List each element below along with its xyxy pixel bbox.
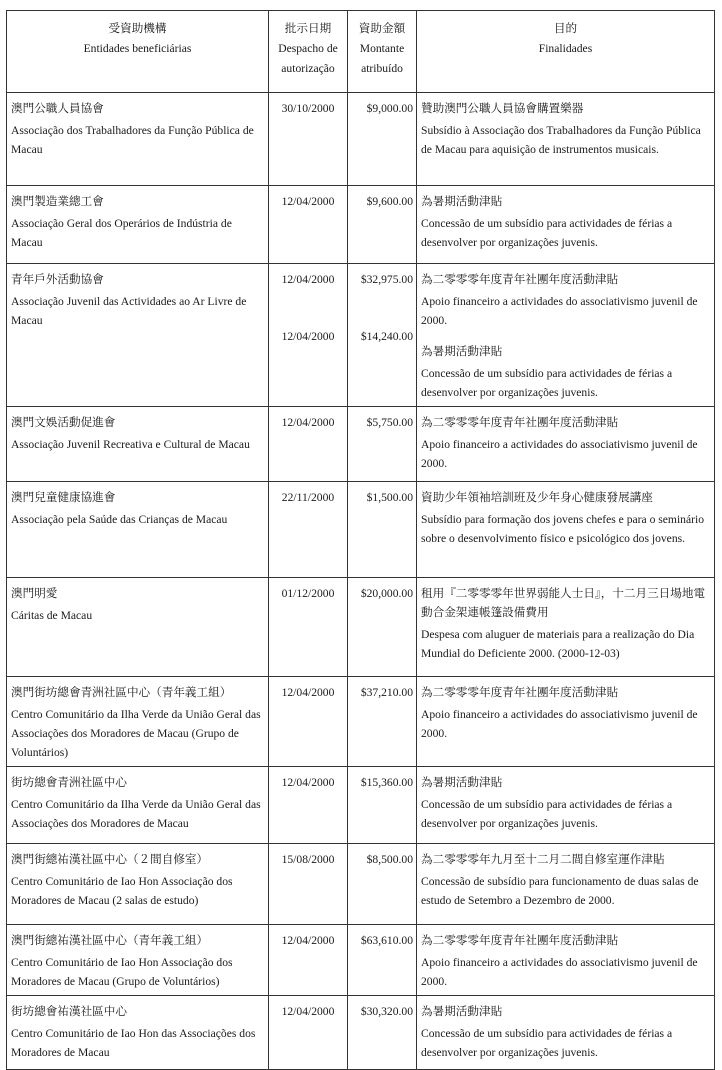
date-cell: 22/11/2000 <box>269 482 348 578</box>
purpose2-pt: Concessão de um subsídio para actividades de férias a desenvolver por organizações juvenis. <box>421 367 673 399</box>
entity-zh: 澳門文娛活動促進會 <box>11 416 116 429</box>
entity-cell <box>7 186 269 264</box>
subsidy-table <box>6 10 715 1070</box>
date-cell: 30/10/2000 <box>269 93 348 186</box>
header-amount <box>348 11 417 93</box>
entity-zh: 澳門明愛 <box>11 587 58 600</box>
purpose-cell <box>417 677 715 767</box>
purpose-zh: 贊助澳門公職人員協會購置樂器 <box>421 102 584 115</box>
entity-zh: 澳門街總祐漢社區中心（２間自修室） <box>11 853 209 866</box>
header-amount-pt: Montante atribuído <box>359 42 405 75</box>
purpose-zh: 為二零零零年度青年社團年度活動津貼 <box>421 273 619 286</box>
header-date-pt: Despacho de autorização <box>278 42 338 75</box>
entity-cell <box>7 996 269 1070</box>
entity-zh: 街坊總會青洲社區中心 <box>11 776 127 789</box>
purpose-zh: 為暑期活動津貼 <box>421 776 503 789</box>
purpose-zh: 為二零零零年九月至十二月二間自修室運作津貼 <box>421 853 665 866</box>
purpose-pt: Concessão de um subsídio para actividades de férias a desenvolver por organizações juvenis. <box>421 217 673 249</box>
entity-pt: Centro Comunitário de Iao Hon Associação dos Moradores de Macau (Grupo de Voluntários) <box>11 956 233 988</box>
purpose-zh: 為二零零零年度青年社團年度活動津貼 <box>421 416 619 429</box>
purpose-cell <box>417 482 715 578</box>
purpose-pt: Apoio financeiro a actividades do associativismo juvenil de 2000. <box>421 438 698 470</box>
amount-cell: $5,750.00 <box>348 407 417 482</box>
date-cell <box>269 264 348 407</box>
date-cell: 12/04/2000 <box>269 407 348 482</box>
amount-cell: $15,360.00 <box>348 767 417 844</box>
entity-cell <box>7 482 269 578</box>
purpose-zh: 為暑期活動津貼 <box>421 195 503 208</box>
table-row <box>7 578 715 677</box>
entity-pt: Centro Comunitário da Ilha Verde da União Geral das Associações dos Moradores de Macau (Grupo de Voluntários) <box>11 708 261 759</box>
header-entity <box>7 11 269 93</box>
entity-cell <box>7 264 269 407</box>
entity-zh: 澳門街坊總會青洲社區中心（青年義工組） <box>11 686 232 699</box>
entity-zh: 澳門公職人員協會 <box>11 102 104 115</box>
purpose-zh: 為二零零零年度青年社團年度活動津貼 <box>421 686 619 699</box>
table-header <box>7 11 715 93</box>
entity-pt: Associação pela Saúde das Crianças de Macau <box>11 513 228 526</box>
amount-cell: $63,610.00 <box>348 925 417 996</box>
amount-cell: $37,210.00 <box>348 677 417 767</box>
header-amount-zh: 資助金額 <box>358 22 406 35</box>
purpose-pt: Despesa com aluguer de materiais para a realização do Dia Mundial do Deficiente 2000. (2000-12-03) <box>421 628 695 660</box>
purpose-pt: Apoio financeiro a actividades do associativismo juvenil de 2000. <box>421 956 698 988</box>
entity-pt: Associação Juvenil das Actividades ao Ar Livre de Macau <box>11 295 247 327</box>
header-date-zh: 批示日期 <box>284 22 332 35</box>
purpose-cell <box>417 925 715 996</box>
entity-pt: Centro Comunitário de Iao Hon Associação dos Moradores de Macau (2 salas de estudo) <box>11 875 233 907</box>
table-row <box>7 925 715 996</box>
header-entity-pt: Entidades beneficiárias <box>83 42 192 55</box>
header-entity-zh: 受資助機構 <box>108 22 167 35</box>
purpose-cell <box>417 996 715 1070</box>
entity-pt: Associação Juvenil Recreativa e Cultural de Macau <box>11 438 250 451</box>
purpose-pt: Subsídio para formação dos jovens chefes e para o seminário sobre o desenvolvimento físico e psicológico dos jovens. <box>421 513 704 545</box>
entity-pt: Associação Geral dos Operários de Indústria de Macau <box>11 217 232 249</box>
date-cell: 12/04/2000 <box>269 186 348 264</box>
entity-pt: Associação dos Trabalhadores da Função Pública de Macau <box>11 124 254 156</box>
date-cell: 15/08/2000 <box>269 844 348 925</box>
entity-cell <box>7 767 269 844</box>
purpose-pt: Concessão de um subsídio para actividades de férias a desenvolver por organizações juvenis. <box>421 1027 673 1059</box>
amount-cell: $8,500.00 <box>348 844 417 925</box>
amount-value-2: $14,240.00 <box>360 330 413 343</box>
date-cell: 01/12/2000 <box>269 578 348 677</box>
amount-cell: $30,320.00 <box>348 996 417 1070</box>
date-cell: 12/04/2000 <box>269 925 348 996</box>
entity-cell <box>7 844 269 925</box>
table-row <box>7 407 715 482</box>
amount-value: $32,975.00 <box>360 273 413 286</box>
header-purpose-zh: 目的 <box>553 22 578 35</box>
purpose-cell <box>417 93 715 186</box>
entity-cell <box>7 93 269 186</box>
purpose-pt: Concessão de um subsídio para actividades de férias a desenvolver por organizações juvenis. <box>421 798 673 830</box>
entity-zh: 澳門兒童健康協進會 <box>11 491 116 504</box>
table-row <box>7 264 715 407</box>
purpose-cell <box>417 844 715 925</box>
purpose-pt: Concessão de subsídio para funcionamento de duas salas de estudo de Setembro a Dezembro de 2000. <box>421 875 699 907</box>
entity-zh: 街坊總會祐漢社區中心 <box>11 1005 127 1018</box>
purpose2-zh: 為暑期活動津貼 <box>421 345 503 358</box>
table-row <box>7 767 715 844</box>
purpose-zh: 租用『二零零零年世界弱能人士日』，十二月三日場地電動合金架連帳篷設備費用 <box>421 587 706 619</box>
table-row <box>7 186 715 264</box>
entity-zh: 澳門街總祐漢社區中心（青年義工組） <box>11 934 209 947</box>
table-row <box>7 482 715 578</box>
table-row <box>7 844 715 925</box>
purpose-cell <box>417 767 715 844</box>
date-cell: 12/04/2000 <box>269 677 348 767</box>
date-value: 12/04/2000 <box>281 273 335 286</box>
amount-cell: $1,500.00 <box>348 482 417 578</box>
purpose-zh: 為二零零零年度青年社團年度活動津貼 <box>421 934 619 947</box>
date-value-2: 12/04/2000 <box>281 330 335 343</box>
entity-zh: 青年戶外活動協會 <box>11 273 104 286</box>
purpose-cell <box>417 186 715 264</box>
table-row <box>7 93 715 186</box>
purpose-pt: Apoio financeiro a actividades do associativismo juvenil de 2000. <box>421 708 698 740</box>
entity-zh: 澳門製造業總工會 <box>11 195 104 208</box>
date-cell: 12/04/2000 <box>269 767 348 844</box>
amount-cell: $9,600.00 <box>348 186 417 264</box>
purpose-cell <box>417 407 715 482</box>
entity-pt: Cáritas de Macau <box>11 609 93 622</box>
entity-pt: Centro Comunitário de Iao Hon das Associações dos Moradores de Macau <box>11 1027 256 1059</box>
entity-cell <box>7 677 269 767</box>
purpose-cell <box>417 264 715 407</box>
entity-pt: Centro Comunitário da Ilha Verde da União Geral das Associações dos Moradores de Macau <box>11 798 261 830</box>
purpose-zh: 資助少年領袖培訓班及少年身心健康發展講座 <box>421 491 653 504</box>
purpose-zh: 為暑期活動津貼 <box>421 1005 503 1018</box>
table-row <box>7 677 715 767</box>
date-cell: 12/04/2000 <box>269 996 348 1070</box>
header-purpose <box>417 11 715 93</box>
table-row <box>7 996 715 1070</box>
entity-cell <box>7 925 269 996</box>
header-purpose-pt: Finalidades <box>538 42 593 55</box>
entity-cell <box>7 578 269 677</box>
amount-cell: $20,000.00 <box>348 578 417 677</box>
header-date <box>269 11 348 93</box>
purpose-cell <box>417 578 715 677</box>
entity-cell <box>7 407 269 482</box>
purpose-pt: Apoio financeiro a actividades do associativismo juvenil de 2000. <box>421 295 698 327</box>
amount-cell: $9,000.00 <box>348 93 417 186</box>
purpose-pt: Subsídio à Associação dos Trabalhadores da Função Pública de Macau para aquisição de instrumentos musicais. <box>421 124 701 156</box>
amount-cell <box>348 264 417 407</box>
